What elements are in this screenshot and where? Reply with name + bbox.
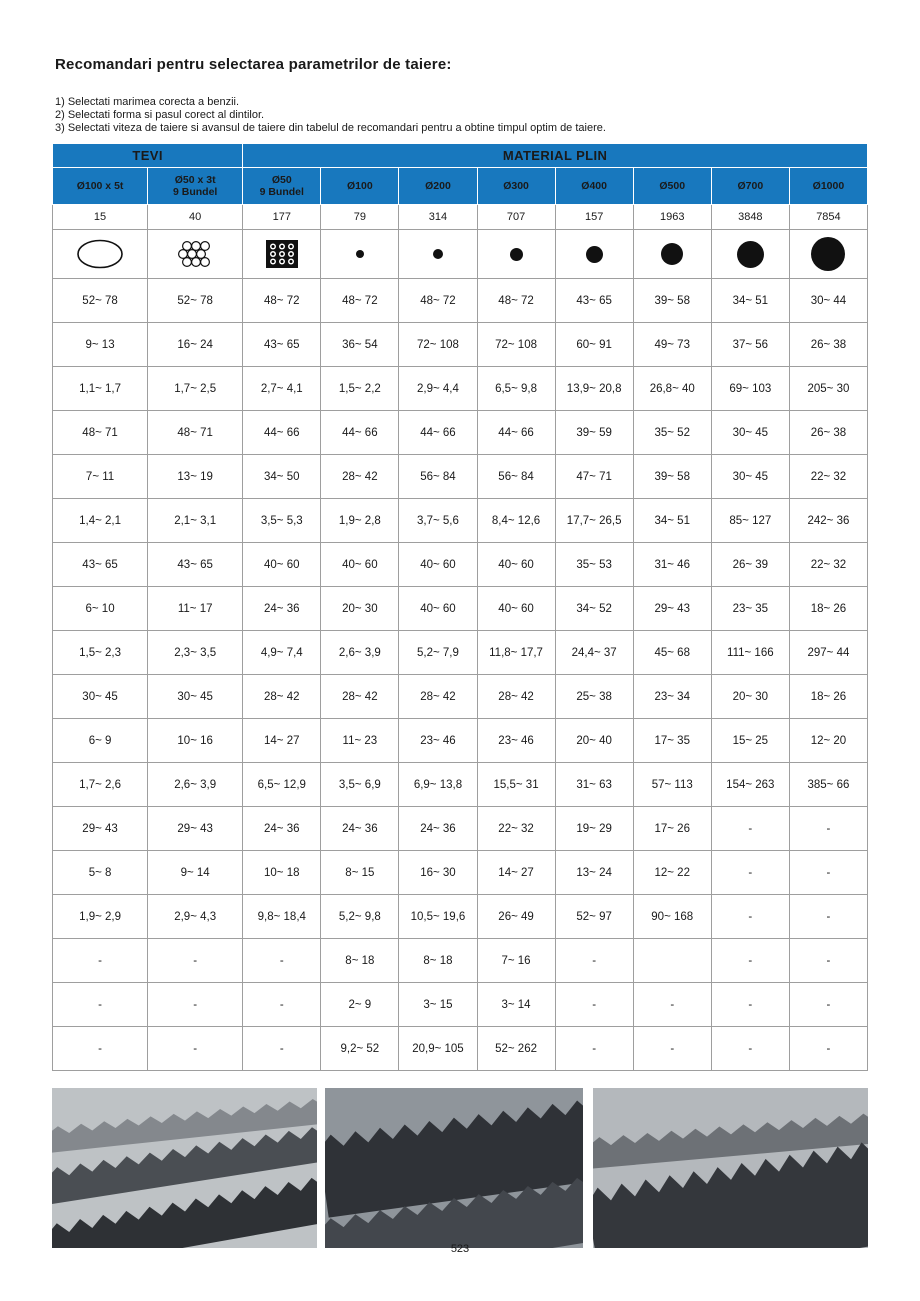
table-cell: 22~ 32 xyxy=(789,455,867,499)
table-cell: 28~ 42 xyxy=(399,675,477,719)
table-cell: 26~ 38 xyxy=(789,323,867,367)
table-cell: 24~ 36 xyxy=(243,807,321,851)
table-cell: 2,6~ 3,9 xyxy=(321,631,399,675)
table-cell: 6,9~ 13,8 xyxy=(399,763,477,807)
table-cell: - xyxy=(789,895,867,939)
table-cell: 28~ 42 xyxy=(477,675,555,719)
table-row-3 xyxy=(53,367,868,411)
table-cell: 48~ 71 xyxy=(148,411,243,455)
column-header-10: Ø1000 xyxy=(789,168,867,205)
table-cell: 48~ 72 xyxy=(477,279,555,323)
table-cell: 24~ 36 xyxy=(399,807,477,851)
table-cell: 1,5~ 2,3 xyxy=(53,631,148,675)
shape-row xyxy=(53,230,868,279)
table-cell: 15,5~ 31 xyxy=(477,763,555,807)
table-cell: 10~ 16 xyxy=(148,719,243,763)
area-cell: 79 xyxy=(321,205,399,230)
table-cell: 40~ 60 xyxy=(477,587,555,631)
table-cell: 40~ 60 xyxy=(321,543,399,587)
solid-bar-d700-icon xyxy=(711,230,789,279)
area-cell: 15 xyxy=(53,205,148,230)
table-cell: 85~ 127 xyxy=(711,499,789,543)
table-cell: - xyxy=(633,983,711,1027)
column-header-row xyxy=(53,168,868,205)
table-cell: 13~ 24 xyxy=(555,851,633,895)
table-cell: 52~ 78 xyxy=(53,279,148,323)
table-cell: 8~ 15 xyxy=(321,851,399,895)
table-cell: - xyxy=(555,1027,633,1071)
table-cell: 20,9~ 105 xyxy=(399,1027,477,1071)
table-cell: 22~ 32 xyxy=(477,807,555,851)
table-cell: 48~ 72 xyxy=(399,279,477,323)
table-cell: 9~ 14 xyxy=(148,851,243,895)
column-header-8: Ø500 xyxy=(633,168,711,205)
group-header-material-plin: MATERIAL PLIN xyxy=(243,144,868,168)
table-cell: 205~ 30 xyxy=(789,367,867,411)
table-cell: - xyxy=(53,1027,148,1071)
area-cell: 177 xyxy=(243,205,321,230)
table-cell: - xyxy=(711,1027,789,1071)
table-cell: 14~ 27 xyxy=(477,851,555,895)
table-cell: 7~ 11 xyxy=(53,455,148,499)
area-cell: 314 xyxy=(399,205,477,230)
table-cell: 44~ 66 xyxy=(243,411,321,455)
table-cell: 2,3~ 3,5 xyxy=(148,631,243,675)
area-cell: 707 xyxy=(477,205,555,230)
tube-cross-section-icon xyxy=(53,230,148,279)
table-cell: 47~ 71 xyxy=(555,455,633,499)
table-cell: 34~ 50 xyxy=(243,455,321,499)
table-cell: 2,6~ 3,9 xyxy=(148,763,243,807)
table-cell: 12~ 22 xyxy=(633,851,711,895)
column-header-2: Ø50 x 3t 9 Bundel xyxy=(148,168,243,205)
table-cell: 18~ 26 xyxy=(789,675,867,719)
column-header-9: Ø700 xyxy=(711,168,789,205)
table-cell: 36~ 54 xyxy=(321,323,399,367)
table-cell: 297~ 44 xyxy=(789,631,867,675)
note-1: 1) Selectati marimea corecta a benzii. xyxy=(55,96,240,108)
table-cell: 60~ 91 xyxy=(555,323,633,367)
table-cell: 2,1~ 3,1 xyxy=(148,499,243,543)
blade-photos xyxy=(52,1088,868,1248)
table-cell: - xyxy=(711,851,789,895)
column-header-4: Ø100 xyxy=(321,168,399,205)
note-2: 2) Selectati forma si pasul corect al dintilor. xyxy=(55,109,265,121)
table-cell: 52~ 262 xyxy=(477,1027,555,1071)
table-cell: 3,5~ 6,9 xyxy=(321,763,399,807)
table-cell: - xyxy=(789,807,867,851)
table-cell: 31~ 63 xyxy=(555,763,633,807)
table-cell: 39~ 58 xyxy=(633,455,711,499)
table-cell: 40~ 60 xyxy=(243,543,321,587)
page-title: Recomandari pentru selectarea parametrilor de taiere: xyxy=(55,56,452,73)
table-cell: 56~ 84 xyxy=(477,455,555,499)
table-cell: 6~ 9 xyxy=(53,719,148,763)
table-cell: 26,8~ 40 xyxy=(633,367,711,411)
table-cell: 43~ 65 xyxy=(243,323,321,367)
table-row-16 xyxy=(53,939,868,983)
table-row-8 xyxy=(53,587,868,631)
blade-photo-2-image xyxy=(325,1088,583,1248)
table-cell: 44~ 66 xyxy=(477,411,555,455)
area-cell: 40 xyxy=(148,205,243,230)
table-cell: 20~ 30 xyxy=(711,675,789,719)
table-cell: 56~ 84 xyxy=(399,455,477,499)
table-row-11 xyxy=(53,719,868,763)
table-cell: - xyxy=(789,939,867,983)
solid-bar-d1000-icon xyxy=(789,230,867,279)
table-cell: 57~ 113 xyxy=(633,763,711,807)
table-cell: 8~ 18 xyxy=(399,939,477,983)
table-cell: 90~ 168 xyxy=(633,895,711,939)
table-cell: 26~ 38 xyxy=(789,411,867,455)
table-cell: - xyxy=(633,1027,711,1071)
table-cell: 10~ 18 xyxy=(243,851,321,895)
table-cell: - xyxy=(711,895,789,939)
note-3: 3) Selectati viteza de taiere si avansul de taiere din tabelul de recomandari pentru a obtine timpul optim de taiere. xyxy=(55,122,606,134)
table-row-2 xyxy=(53,323,868,367)
table-cell: - xyxy=(53,939,148,983)
group-header-row xyxy=(53,144,868,168)
blade-photo-3-image xyxy=(593,1088,868,1248)
table-cell: 39~ 58 xyxy=(633,279,711,323)
table-cell: 30~ 44 xyxy=(789,279,867,323)
table-cell: 20~ 40 xyxy=(555,719,633,763)
table-cell: 72~ 108 xyxy=(399,323,477,367)
table-cell: 11~ 17 xyxy=(148,587,243,631)
table-row-7 xyxy=(53,543,868,587)
table-cell: 49~ 73 xyxy=(633,323,711,367)
table-cell: 13,9~ 20,8 xyxy=(555,367,633,411)
table-cell: 7~ 16 xyxy=(477,939,555,983)
table-cell: 34~ 51 xyxy=(633,499,711,543)
table-cell: - xyxy=(148,983,243,1027)
table-cell: 28~ 42 xyxy=(243,675,321,719)
column-header-1: Ø100 x 5t xyxy=(53,168,148,205)
table-cell: 1,9~ 2,9 xyxy=(53,895,148,939)
table-cell: 72~ 108 xyxy=(477,323,555,367)
table-cell: 6,5~ 9,8 xyxy=(477,367,555,411)
table-cell: 3~ 14 xyxy=(477,983,555,1027)
table-cell: 25~ 38 xyxy=(555,675,633,719)
table-cell: 28~ 42 xyxy=(321,455,399,499)
table-cell: 30~ 45 xyxy=(53,675,148,719)
table-cell: 154~ 263 xyxy=(711,763,789,807)
solid-bar-d200-icon xyxy=(399,230,477,279)
table-cell: 1,1~ 1,7 xyxy=(53,367,148,411)
table-cell: 23~ 46 xyxy=(399,719,477,763)
blade-photo-3 xyxy=(593,1088,868,1248)
table-cell: 15~ 25 xyxy=(711,719,789,763)
table-row-9 xyxy=(53,631,868,675)
table-cell: - xyxy=(243,983,321,1027)
blade-photo-1-image xyxy=(52,1088,317,1248)
table-cell: 9~ 13 xyxy=(53,323,148,367)
table-cell: 9,8~ 18,4 xyxy=(243,895,321,939)
table-cell: 35~ 53 xyxy=(555,543,633,587)
table-row-12 xyxy=(53,763,868,807)
page-number: 523 xyxy=(450,1243,470,1255)
table-cell: 1,4~ 2,1 xyxy=(53,499,148,543)
table-cell: 45~ 68 xyxy=(633,631,711,675)
table-cell: 17~ 35 xyxy=(633,719,711,763)
table-cell: 385~ 66 xyxy=(789,763,867,807)
table-row-15 xyxy=(53,895,868,939)
table-cell: 14~ 27 xyxy=(243,719,321,763)
table-cell: 26~ 49 xyxy=(477,895,555,939)
table-cell: 11,8~ 17,7 xyxy=(477,631,555,675)
table-cell: 20~ 30 xyxy=(321,587,399,631)
table-cell: 5~ 8 xyxy=(53,851,148,895)
table-cell: 48~ 71 xyxy=(53,411,148,455)
table-cell: 19~ 29 xyxy=(555,807,633,851)
column-header-7: Ø400 xyxy=(555,168,633,205)
area-cell: 7854 xyxy=(789,205,867,230)
table-cell: 1,5~ 2,2 xyxy=(321,367,399,411)
table-cell: 242~ 36 xyxy=(789,499,867,543)
table-cell: 48~ 72 xyxy=(321,279,399,323)
blade-photo-1 xyxy=(52,1088,317,1248)
table-cell: 52~ 97 xyxy=(555,895,633,939)
table-cell: 17,7~ 26,5 xyxy=(555,499,633,543)
table-cell: 28~ 42 xyxy=(321,675,399,719)
table-cell: 30~ 45 xyxy=(148,675,243,719)
table-cell: 23~ 46 xyxy=(477,719,555,763)
table-cell: 6,5~ 12,9 xyxy=(243,763,321,807)
column-header-3: Ø50 9 Bundel xyxy=(243,168,321,205)
cutting-parameters-table xyxy=(52,143,868,1071)
notes-list xyxy=(55,96,606,135)
table-cell: 1,7~ 2,5 xyxy=(148,367,243,411)
table-cell: - xyxy=(555,939,633,983)
table-cell: 18~ 26 xyxy=(789,587,867,631)
table-cell: - xyxy=(789,851,867,895)
table-cell: 34~ 52 xyxy=(555,587,633,631)
square-bundle-icon xyxy=(243,230,321,279)
table-cell: 10,5~ 19,6 xyxy=(399,895,477,939)
table-row-10 xyxy=(53,675,868,719)
table-row-17 xyxy=(53,983,868,1027)
table-cell: 6~ 10 xyxy=(53,587,148,631)
table-cell: 11~ 23 xyxy=(321,719,399,763)
table-cell: 12~ 20 xyxy=(789,719,867,763)
area-cell: 157 xyxy=(555,205,633,230)
table-cell: 35~ 52 xyxy=(633,411,711,455)
table-cell: 24,4~ 37 xyxy=(555,631,633,675)
table-cell: 111~ 166 xyxy=(711,631,789,675)
tube-bundle-icon xyxy=(148,230,243,279)
table-cell: 5,2~ 7,9 xyxy=(399,631,477,675)
table-cell: 29~ 43 xyxy=(53,807,148,851)
table-cell: 3,7~ 5,6 xyxy=(399,499,477,543)
table-cell: - xyxy=(789,1027,867,1071)
table-cell: 23~ 35 xyxy=(711,587,789,631)
area-row xyxy=(53,205,868,230)
table-cell: 5,2~ 9,8 xyxy=(321,895,399,939)
table-cell: 3,5~ 5,3 xyxy=(243,499,321,543)
solid-bar-d300-icon xyxy=(477,230,555,279)
table-cell: 22~ 32 xyxy=(789,543,867,587)
table-row-1 xyxy=(53,279,868,323)
table-row-18 xyxy=(53,1027,868,1071)
table-cell: 44~ 66 xyxy=(321,411,399,455)
table-cell: 3~ 15 xyxy=(399,983,477,1027)
table-cell: - xyxy=(148,1027,243,1071)
table-cell: 43~ 65 xyxy=(148,543,243,587)
table-cell: 16~ 24 xyxy=(148,323,243,367)
group-header-tevi: TEVI xyxy=(53,144,243,168)
table-cell: 17~ 26 xyxy=(633,807,711,851)
blade-photo-2 xyxy=(325,1088,583,1248)
table-cell: 9,2~ 52 xyxy=(321,1027,399,1071)
table-cell: - xyxy=(711,983,789,1027)
table-cell: - xyxy=(148,939,243,983)
table-cell: 40~ 60 xyxy=(477,543,555,587)
table-cell: 31~ 46 xyxy=(633,543,711,587)
table-cell: 8~ 18 xyxy=(321,939,399,983)
table-cell: - xyxy=(53,983,148,1027)
table-cell: 48~ 72 xyxy=(243,279,321,323)
table-cell: 26~ 39 xyxy=(711,543,789,587)
table-row-6 xyxy=(53,499,868,543)
table-cell: 30~ 45 xyxy=(711,455,789,499)
table-cell: 13~ 19 xyxy=(148,455,243,499)
area-cell: 3848 xyxy=(711,205,789,230)
table-cell: 34~ 51 xyxy=(711,279,789,323)
column-header-6: Ø300 xyxy=(477,168,555,205)
table-cell: 16~ 30 xyxy=(399,851,477,895)
table-cell: 24~ 36 xyxy=(243,587,321,631)
table-cell: 24~ 36 xyxy=(321,807,399,851)
column-header-5: Ø200 xyxy=(399,168,477,205)
table-cell: 43~ 65 xyxy=(555,279,633,323)
table-cell xyxy=(633,939,711,983)
table-row-13 xyxy=(53,807,868,851)
table-row-5 xyxy=(53,455,868,499)
table-cell: 2,7~ 4,1 xyxy=(243,367,321,411)
table-cell: 43~ 65 xyxy=(53,543,148,587)
table-cell: 37~ 56 xyxy=(711,323,789,367)
table-cell: 2,9~ 4,4 xyxy=(399,367,477,411)
table-cell: 40~ 60 xyxy=(399,543,477,587)
table-cell: 30~ 45 xyxy=(711,411,789,455)
table-cell: 4,9~ 7,4 xyxy=(243,631,321,675)
table-cell: 29~ 43 xyxy=(148,807,243,851)
solid-bar-d400-icon xyxy=(555,230,633,279)
table-row-4 xyxy=(53,411,868,455)
area-cell: 1963 xyxy=(633,205,711,230)
table-cell: 1,7~ 2,6 xyxy=(53,763,148,807)
table-cell: 23~ 34 xyxy=(633,675,711,719)
table-cell: 29~ 43 xyxy=(633,587,711,631)
table-cell: - xyxy=(243,939,321,983)
table-cell: - xyxy=(555,983,633,1027)
table-cell: 52~ 78 xyxy=(148,279,243,323)
table-cell: - xyxy=(243,1027,321,1071)
table-cell: - xyxy=(711,807,789,851)
table-cell: 39~ 59 xyxy=(555,411,633,455)
table-cell: 40~ 60 xyxy=(399,587,477,631)
table-cell: 44~ 66 xyxy=(399,411,477,455)
table-cell: 8,4~ 12,6 xyxy=(477,499,555,543)
table-cell: 2,9~ 4,3 xyxy=(148,895,243,939)
solid-bar-d500-icon xyxy=(633,230,711,279)
table-cell: 1,9~ 2,8 xyxy=(321,499,399,543)
table-cell: - xyxy=(711,939,789,983)
table-cell: 69~ 103 xyxy=(711,367,789,411)
table-cell: 2~ 9 xyxy=(321,983,399,1027)
solid-bar-d100-icon xyxy=(321,230,399,279)
table-row-14 xyxy=(53,851,868,895)
table-cell: - xyxy=(789,983,867,1027)
